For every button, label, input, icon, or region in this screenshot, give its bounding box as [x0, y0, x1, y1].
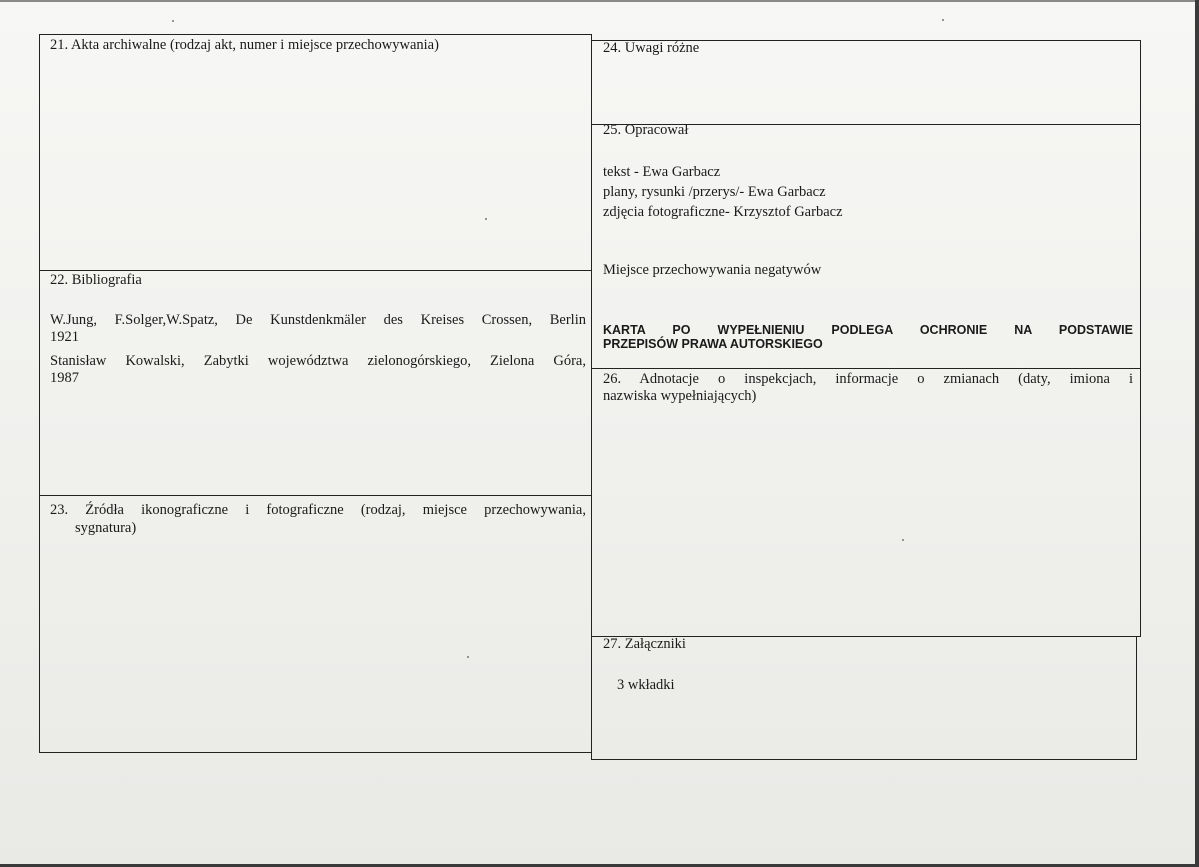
attachments-value: 3 wkładki	[617, 677, 675, 693]
section-22-heading: 22. Bibliografia	[50, 272, 142, 288]
section-23-heading-line-1: 23. Źródła ikonograficzne i fotograficzne (rodzaj, miejsce przechowywania,	[50, 502, 586, 518]
page-top-edge	[0, 0, 1199, 2]
page-right-edge	[1195, 0, 1199, 867]
scan-speck	[172, 20, 174, 22]
copyright-notice-line-2: PRZEPISÓW PRAWA AUTORSKIEGO	[603, 337, 823, 351]
section-26-box	[591, 368, 1141, 637]
section-23-heading-line-2: sygnatura)	[75, 520, 137, 536]
bibliography-entry-2-line-2: 1987	[50, 370, 79, 386]
author-text-line: tekst - Ewa Garbacz	[603, 164, 721, 180]
section-21-heading: 21. Akta archiwalne (rodzaj akt, numer i miejsce przechowywania)	[50, 37, 439, 53]
scan-speck	[902, 539, 904, 541]
negatives-storage-label: Miejsce przechowywania negatywów	[603, 262, 822, 278]
bibliography-entry-1-line-1: W.Jung, F.Solger,W.Spatz, De Kunstdenkmäler des Kreises Crossen, Berlin	[50, 312, 586, 328]
copyright-notice-line-1: KARTA PO WYPEŁNIENIU PODLEGA OCHRONIE NA PODSTAWIE	[603, 323, 1133, 337]
author-plans-line: plany, rysunki /przerys/- Ewa Garbacz	[603, 184, 826, 200]
bibliography-entry-2-line-1: Stanisław Kowalski, Zabytki województwa zielonogórskiego, Zielona Góra,	[50, 353, 586, 369]
section-26-heading-line-2: nazwiska wypełniających)	[603, 388, 757, 404]
author-photos-line: zdjęcia fotograficzne- Krzysztof Garbacz	[603, 204, 843, 220]
section-27-box	[591, 636, 1137, 760]
section-21-box	[39, 34, 592, 271]
section-22-box	[39, 270, 592, 496]
bibliography-entry-1-line-2: 1921	[50, 329, 79, 345]
scan-speck	[467, 656, 469, 658]
section-24-heading: 24. Uwagi różne	[603, 40, 700, 56]
section-26-heading-line-1: 26. Adnotacje o inspekcjach, informacje o zmianach (daty, imiona i	[603, 371, 1133, 387]
section-25-heading: 25. Opracował	[603, 122, 689, 138]
scan-speck	[485, 218, 487, 220]
section-27-heading: 27. Załączniki	[603, 636, 686, 652]
scan-speck	[942, 19, 944, 21]
